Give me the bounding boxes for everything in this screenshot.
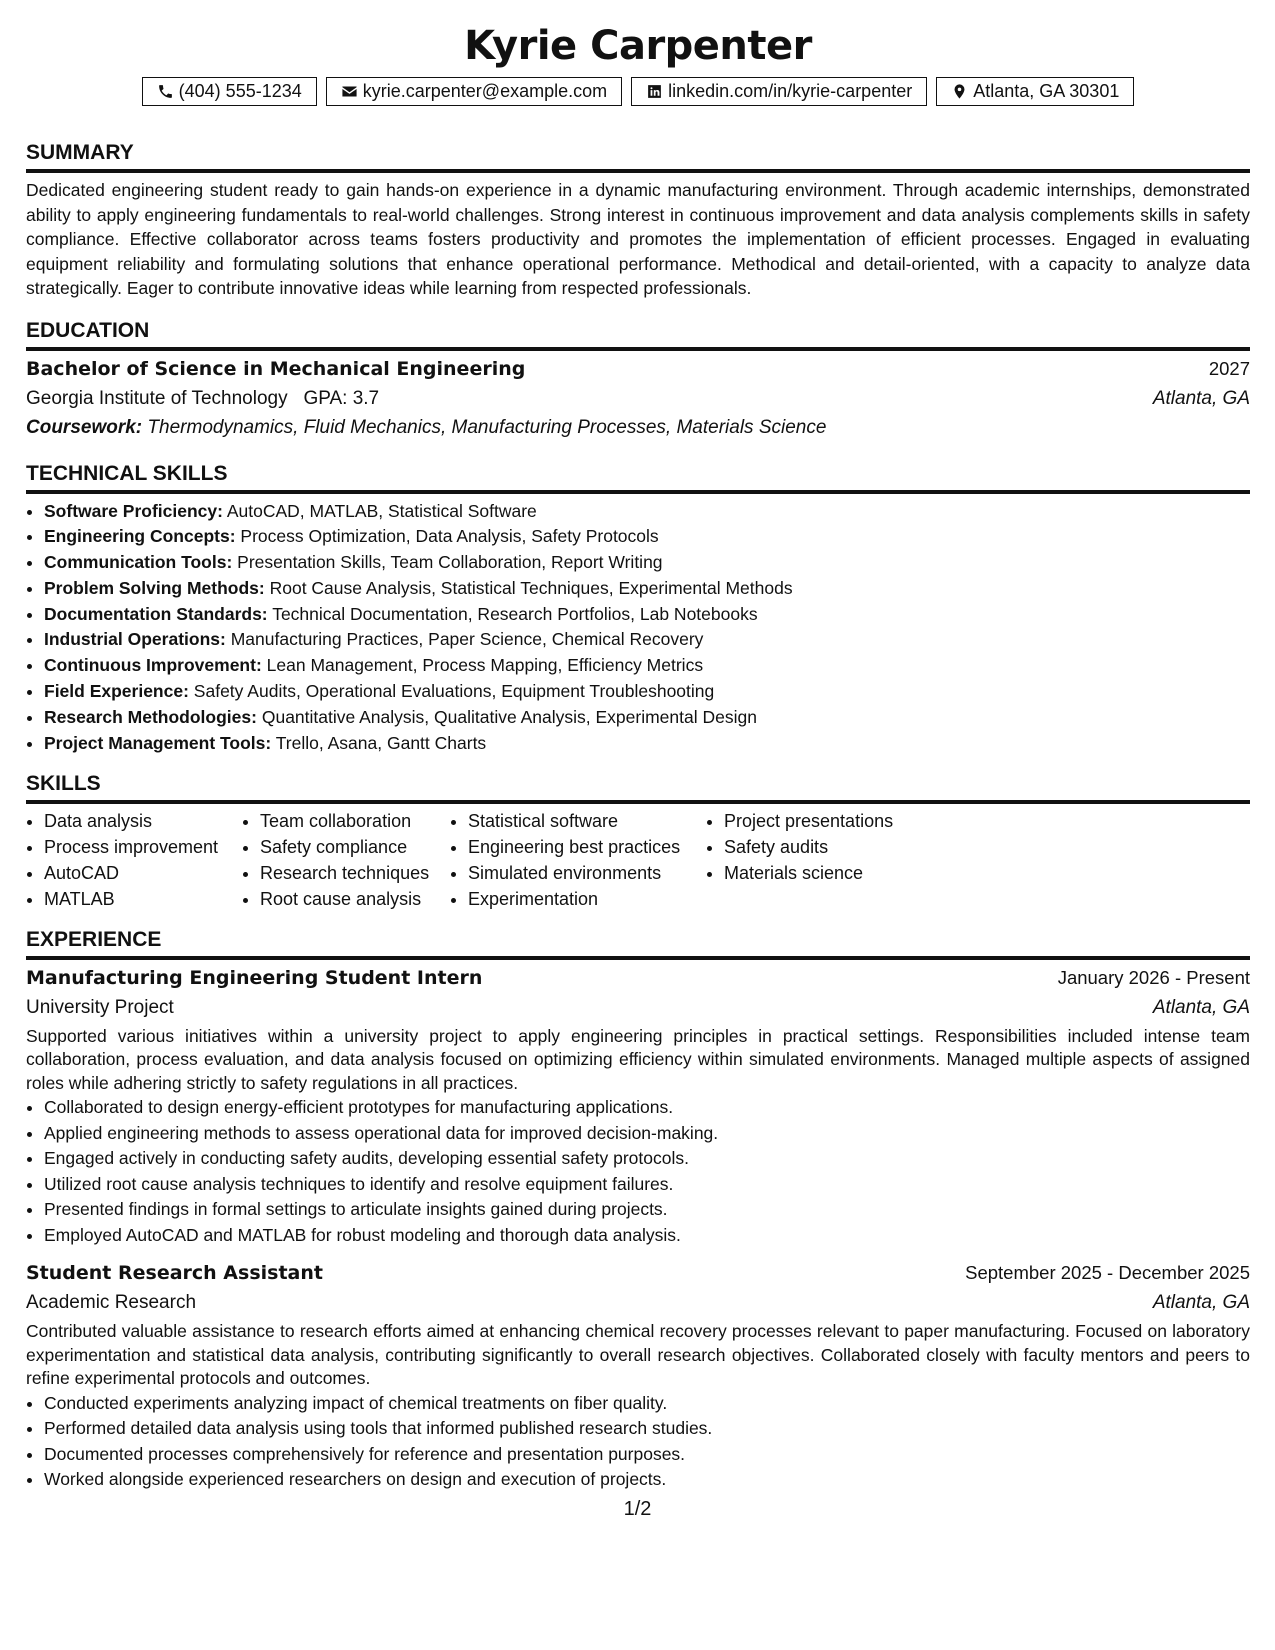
contact-email bbox=[326, 77, 622, 106]
linkedin-icon bbox=[646, 83, 663, 100]
list-item: • Root cause analysis bbox=[260, 887, 450, 913]
list-item: • Collaborated to design energy-efficient prototypes for manufacturing applications. bbox=[44, 1095, 1250, 1121]
list-item: • Engaged actively in conducting safety audits, developing essential safety protocols. bbox=[44, 1146, 1250, 1172]
list-item: • Presented findings in formal settings to articulate insights gained during projects. bbox=[44, 1197, 1250, 1223]
map-pin-icon bbox=[951, 83, 968, 100]
job-dates: September 2025 - December 2025 bbox=[965, 1262, 1250, 1284]
list-item: • Applied engineering methods to assess operational data for improved decision-making. bbox=[44, 1121, 1250, 1147]
list-item: • Simulated environments bbox=[468, 861, 706, 887]
list-item: • Statistical software bbox=[468, 809, 706, 835]
list-item: • Materials science bbox=[724, 861, 964, 887]
list-item: • Team collaboration bbox=[260, 809, 450, 835]
list-item: • Documented processes comprehensively for reference and presentation purposes. bbox=[44, 1442, 1250, 1468]
skill-value: Trello, Asana, Gantt Charts bbox=[275, 732, 487, 753]
list-item: • Project presentations bbox=[724, 809, 964, 835]
list-item: • Safety compliance bbox=[260, 835, 450, 861]
skill-label: Project Management Tools: bbox=[44, 732, 272, 753]
summary-heading: SUMMARY bbox=[26, 139, 1250, 173]
contact-location bbox=[936, 77, 1134, 106]
skill-label: Industrial Operations: bbox=[44, 629, 226, 650]
job-organization: University Project bbox=[26, 996, 174, 1018]
contact-phone bbox=[142, 77, 317, 106]
skill-value: Process Optimization, Data Analysis, Safety Protocols bbox=[240, 526, 659, 547]
list-item bbox=[44, 524, 1250, 550]
list-item bbox=[44, 679, 1250, 705]
experience-heading: EXPERIENCE bbox=[26, 926, 1250, 960]
list-item: • Employed AutoCAD and MATLAB for robust modeling and thorough data analysis. bbox=[44, 1223, 1250, 1249]
school-location: Atlanta, GA bbox=[1152, 387, 1250, 409]
skills-grid bbox=[26, 809, 1250, 912]
list-item: • Process improvement bbox=[44, 835, 242, 861]
skill-value: Quantitative Analysis, Qualitative Analysis, Experimental Design bbox=[261, 706, 757, 727]
envelope-icon bbox=[341, 83, 358, 100]
candidate-name: Kyrie Carpenter bbox=[464, 23, 812, 69]
list-item bbox=[44, 576, 1250, 602]
coursework-label: Coursework: bbox=[26, 416, 143, 438]
contact-linkedin-text: linkedin.com/in/kyrie-carpenter bbox=[668, 81, 913, 101]
list-item: • Safety audits bbox=[724, 835, 964, 861]
coursework bbox=[26, 413, 1250, 442]
job-bullets bbox=[26, 1095, 1250, 1248]
resume-page bbox=[26, 18, 1250, 1493]
contact-bar bbox=[26, 77, 1250, 106]
skill-value: Lean Management, Process Mapping, Efficiency Metrics bbox=[266, 655, 704, 676]
skill-value: Technical Documentation, Research Portfolios, Lab Notebooks bbox=[272, 603, 758, 624]
contact-email-text: kyrie.carpenter@example.com bbox=[362, 81, 608, 101]
job-description: Supported various initiatives within a university project to apply engineering principles in practical settings. Responsibilities included intense team collaboration, process evaluation, and data analysis focused on optimizing efficiency within simulated environments. Managed multiple aspects of assigned roles while adhering strictly to safety regulations in all practices. bbox=[26, 1025, 1250, 1093]
list-item bbox=[44, 653, 1250, 679]
contact-linkedin bbox=[631, 77, 927, 106]
job-location: Atlanta, GA bbox=[1152, 996, 1250, 1018]
list-item bbox=[44, 602, 1250, 628]
skill-value: AutoCAD, MATLAB, Statistical Software bbox=[226, 500, 537, 521]
skill-label: Communication Tools: bbox=[44, 552, 233, 573]
education-heading: EDUCATION bbox=[26, 317, 1250, 351]
skill-label: Engineering Concepts: bbox=[44, 526, 236, 547]
education-entry bbox=[26, 354, 1250, 442]
job-dates: January 2026 - Present bbox=[1057, 966, 1250, 988]
list-item: • Utilized root cause analysis techniques to identify and resolve equipment failures. bbox=[44, 1172, 1250, 1198]
degree: Bachelor of Science in Mechanical Engineering bbox=[26, 357, 526, 380]
skill-label: Continuous Improvement: bbox=[44, 655, 262, 676]
skills-column-2 bbox=[242, 809, 450, 912]
skill-value: Safety Audits, Operational Evaluations, Equipment Troubleshooting bbox=[193, 681, 715, 702]
job-bullets bbox=[26, 1391, 1250, 1493]
skill-value: Root Cause Analysis, Statistical Techniques, Experimental Methods bbox=[269, 577, 793, 598]
skills-column-3 bbox=[450, 809, 706, 912]
list-item: • Engineering best practices bbox=[468, 835, 706, 861]
skill-label: Field Experience: bbox=[44, 681, 189, 702]
contact-phone-text: (404) 555-1234 bbox=[178, 81, 302, 101]
summary-text: Dedicated engineering student ready to gain hands-on experience in a dynamic manufacturing environment. Through academic internships, demonstrated ability to apply engineering fundamentals to real-world challenges. Strong interest in continuous improvement and data analysis complements skills in safety compliance. Effective collaborator across teams fosters productivity and promotes the implementation of efficient processes. Engaged in evaluating equipment reliability and formulating solutions that enhance operational performance. Methodical and detail-oriented, with a capacity to analyze data strategically. Eager to contribute innovative ideas while learning from respected professionals. bbox=[26, 180, 1250, 298]
job-location: Atlanta, GA bbox=[1152, 1292, 1250, 1314]
skills-column-4 bbox=[706, 809, 964, 912]
technical-skills-list bbox=[26, 499, 1250, 757]
technical-skills-heading: TECHNICAL SKILLS bbox=[26, 460, 1250, 494]
list-item: • Experimentation bbox=[468, 887, 706, 913]
list-item bbox=[44, 627, 1250, 653]
list-item: • Performed detailed data analysis using tools that informed published research studies. bbox=[44, 1416, 1250, 1442]
list-item: • AutoCAD bbox=[44, 861, 242, 887]
skill-label: Problem Solving Methods: bbox=[44, 577, 265, 598]
job-organization: Academic Research bbox=[26, 1292, 197, 1314]
skills-heading: SKILLS bbox=[26, 770, 1250, 804]
job-title: Manufacturing Engineering Student Intern bbox=[26, 966, 483, 989]
skill-label: Documentation Standards: bbox=[44, 603, 268, 624]
coursework-list: Thermodynamics, Fluid Mechanics, Manufacturing Processes, Materials Science bbox=[147, 416, 827, 438]
list-item bbox=[44, 499, 1250, 525]
skill-value: Manufacturing Practices, Paper Science, Chemical Recovery bbox=[230, 629, 704, 650]
skills-column-1 bbox=[26, 809, 242, 912]
list-item: • Research techniques bbox=[260, 861, 450, 887]
list-item bbox=[44, 550, 1250, 576]
job-entry bbox=[26, 1258, 1250, 1493]
list-item bbox=[44, 705, 1250, 731]
list-item: • MATLAB bbox=[44, 887, 242, 913]
list-item: • Worked alongside experienced researchers on design and execution of projects. bbox=[44, 1467, 1250, 1493]
contact-location-text: Atlanta, GA 30301 bbox=[973, 81, 1120, 101]
graduation-year: 2027 bbox=[1208, 357, 1250, 379]
job-title: Student Research Assistant bbox=[26, 1262, 323, 1285]
job-entry bbox=[26, 963, 1250, 1249]
list-item: • Data analysis bbox=[44, 809, 242, 835]
phone-icon bbox=[157, 83, 174, 100]
skill-label: Research Methodologies: bbox=[44, 706, 257, 727]
page-number: 1/2 bbox=[623, 1498, 652, 1520]
list-item: • Conducted experiments analyzing impact of chemical treatments on fiber quality. bbox=[44, 1391, 1250, 1417]
gpa: GPA: 3.7 bbox=[303, 387, 380, 409]
skill-label: Software Proficiency: bbox=[44, 500, 223, 521]
list-item bbox=[44, 731, 1250, 757]
job-description: Contributed valuable assistance to research efforts aimed at enhancing chemical recovery processes relevant to paper manufacturing. Focused on laboratory experimentation and statistical data analysis, contributing significantly to overall research objectives. Collaborated closely with faculty mentors and peers to refine experimental protocols and outcomes. bbox=[26, 1321, 1250, 1389]
school-name: Georgia Institute of Technology bbox=[26, 387, 288, 409]
skill-value: Presentation Skills, Team Collaboration, Report Writing bbox=[237, 552, 663, 573]
school-line bbox=[26, 384, 379, 413]
